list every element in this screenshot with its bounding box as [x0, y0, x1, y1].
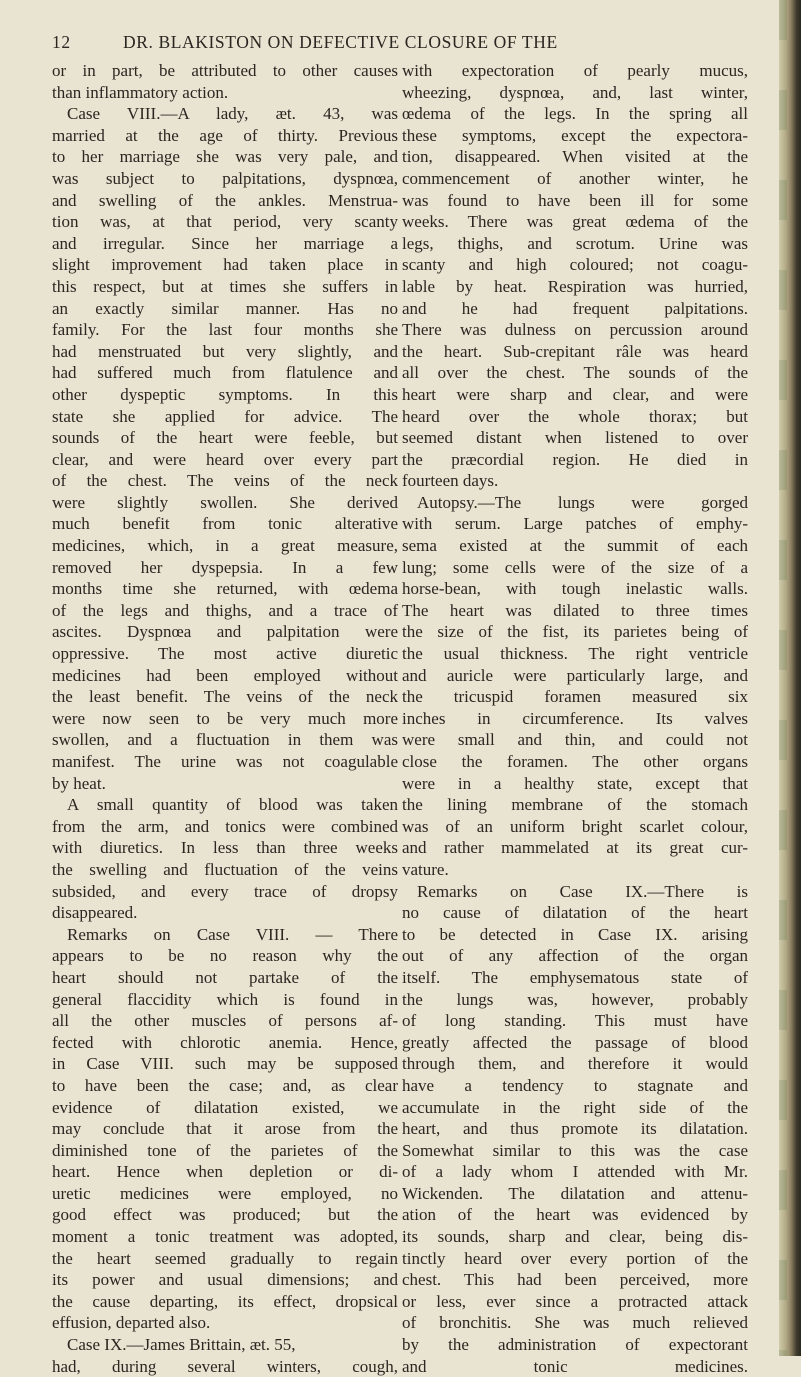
text-line: wheezing, dyspnœa, and, last winter, [402, 82, 748, 102]
text-line: to have been the case; and, as clear [52, 1075, 398, 1095]
text-line: or less, ever since a protracted attack [402, 1291, 748, 1311]
text-line: diminished tone of the parietes of the [52, 1140, 398, 1160]
text-line: A small quantity of blood was taken [67, 795, 398, 815]
text-line: the lungs was, however, probably [402, 989, 748, 1009]
text-line: all over the chest. The sounds of the [402, 363, 748, 383]
text-line: appears to be no reason why the [52, 946, 398, 966]
text-line: state she applied for advice. The [52, 406, 398, 426]
text-line: these symptoms, except the expectora- [402, 125, 748, 145]
text-line: clear, and were heard over every part [52, 449, 398, 469]
text-line: the size of the fist, its parietes being of [402, 622, 748, 642]
text-line: seemed distant when listened to over [402, 428, 748, 448]
text-line: horse-bean, with tough inelastic walls. [402, 579, 748, 599]
text-line: heart, and thus promote its dilatation. [402, 1119, 748, 1139]
text-line: uretic medicines were employed, no [52, 1183, 398, 1203]
text-line: commencement of another winter, he [402, 168, 748, 188]
text-line: of a lady whom I attended with Mr. [402, 1162, 748, 1182]
text-line: through them, and therefore it would [402, 1054, 748, 1074]
text-line: was of an uniform bright scarlet colour, [402, 816, 748, 836]
text-line: heart should not partake of the [52, 967, 398, 987]
text-line: all the other muscles of persons af- [52, 1011, 398, 1031]
text-line: were in a healthy state, except that [402, 773, 748, 793]
text-line: Remarks on Case IX.—There is [417, 881, 748, 901]
text-line: and swelling of the ankles. Menstrua- [52, 190, 398, 210]
text-line: legs, thighs, and scrotum. Urine was [402, 233, 748, 253]
text-line: good effect was produced; but the [52, 1205, 398, 1225]
text-line: out of any affection of the organ [402, 946, 748, 966]
text-line: sema existed at the summit of each [402, 536, 748, 556]
text-line: tion, disappeared. When visited at the [402, 147, 748, 167]
text-line: the cause departing, its effect, dropsical [52, 1291, 398, 1311]
text-line: Autopsy.—The lungs were gorged [417, 492, 748, 512]
text-line: by heat. [52, 773, 106, 793]
text-line: tion was, at that period, very scanty [52, 212, 398, 232]
text-line: heard over the whole thorax; but [402, 406, 748, 426]
text-line: inches in circumference. Its valves [402, 708, 748, 728]
text-line: lable by heat. Respiration was hurried, [402, 276, 748, 296]
text-line: heart were sharp and clear, and were [402, 384, 748, 404]
text-line: with diuretics. In less than three weeks [52, 838, 398, 858]
text-line: with expectoration of pearly mucus, [402, 61, 748, 80]
text-line: the heart. Sub-crepitant râle was heard [402, 341, 748, 361]
text-line: married at the age of thirty. Previous [52, 125, 398, 145]
text-line: œdema of the legs. In the spring all [402, 104, 748, 124]
text-line: have a tendency to stagnate and [402, 1075, 748, 1095]
page-number: 12 [52, 32, 71, 52]
text-line: the heart seemed gradually to regain [52, 1248, 398, 1268]
page-edge-shadow [779, 0, 801, 1356]
text-line: fourteen days. [402, 471, 499, 491]
text-line: was found to have been ill for some [402, 190, 748, 210]
text-line: The heart was dilated to three times [402, 600, 748, 620]
text-line: its power and usual dimensions; and [52, 1270, 398, 1290]
text-line: Wickenden. The dilatation and attenu- [402, 1183, 748, 1203]
text-line: medicines had been employed without [52, 665, 398, 685]
running-header [52, 32, 752, 54]
text-line: Case VIII.—A lady, æt. 43, was [67, 104, 398, 124]
text-line: with serum. Large patches of emphy- [402, 514, 748, 534]
text-line: scanty and high coloured; not coagu- [402, 255, 748, 275]
text-line: and tonic medicines. [402, 1356, 748, 1376]
text-line: removed her dyspepsia. In a few [52, 557, 398, 577]
text-line: the usual thickness. The right ventricle [402, 644, 748, 664]
text-line: may conclude that it arose from the [52, 1119, 398, 1139]
text-line: much benefit from tonic alterative [52, 514, 398, 534]
text-line: were small and thin, and could not [402, 730, 748, 750]
text-line: of long standing. This must have [402, 1011, 748, 1031]
text-line: than inflammatory action. [52, 82, 229, 102]
text-line: was subject to palpitations, dyspnœa, [52, 168, 398, 188]
text-line: other dyspeptic symptoms. In this [52, 384, 398, 404]
text-line: disappeared. [52, 903, 138, 923]
text-line: of the chest. The veins of the neck [52, 471, 398, 491]
text-line: from the arm, and tonics were combined [52, 816, 398, 836]
text-line: in Case VIII. such may be supposed [52, 1054, 398, 1074]
text-line: and irregular. Since her marriage a [52, 233, 398, 253]
text-line: were slightly swollen. She derived [52, 492, 398, 512]
text-line: ascites. Dyspnœa and palpitation were [52, 622, 398, 642]
text-line: no cause of dilatation of the heart [402, 903, 748, 923]
text-line: evidence of dilatation existed, we [52, 1097, 398, 1117]
text-line: the tricuspid foramen measured six [402, 687, 748, 707]
text-line: itself. The emphysematous state of [402, 967, 748, 987]
text-line: were now seen to be very much more [52, 708, 398, 728]
text-line: accumulate in the right side of the [402, 1097, 748, 1117]
text-line: an exactly similar manner. Has no [52, 298, 398, 318]
text-line: the swelling and fluctuation of the veins [52, 859, 398, 879]
text-line: Somewhat similar to this was the case [402, 1140, 748, 1160]
text-line: and he had frequent palpitations. [402, 298, 748, 318]
running-title: DR. BLAKISTON ON DEFECTIVE CLOSURE OF THE [123, 32, 558, 52]
text-line: of the legs and thighs, and a trace of [52, 600, 398, 620]
text-line: ation of the heart was evidenced by [402, 1205, 748, 1225]
text-line: subsided, and every trace of dropsy [52, 881, 398, 901]
text-line: and auricle were particularly large, and [402, 665, 748, 685]
text-line: had suffered much from flatulence and [52, 363, 398, 383]
text-line: and rather mammelated at its great cur- [402, 838, 748, 858]
right-text-column [402, 60, 748, 1377]
text-line: its sounds, sharp and clear, being dis- [402, 1227, 748, 1247]
text-line: chest. This had been perceived, more [402, 1270, 748, 1290]
text-line: Remarks on Case VIII. — There [67, 924, 398, 944]
text-line: swollen, and a fluctuation in them was [52, 730, 398, 750]
text-line: manifest. The urine was not coagulable [52, 752, 398, 771]
text-line: There was dulness on percussion around [402, 320, 748, 340]
text-line: moment a tonic treatment was adopted, [52, 1227, 398, 1247]
text-line: effusion, departed also. [52, 1313, 211, 1333]
text-line: fected with chlorotic anemia. Hence, [52, 1032, 398, 1052]
text-line: by the administration of expectorant [402, 1335, 748, 1355]
text-line: medicines, which, in a great measure, [52, 536, 398, 556]
text-line: greatly affected the passage of blood [402, 1032, 748, 1052]
text-line: general flaccidity which is found in [52, 989, 398, 1009]
text-line: to be detected in Case IX. arising [402, 924, 748, 944]
text-line: had menstruated but very slightly, and [52, 341, 398, 361]
text-line: vature. [402, 859, 449, 879]
text-line: oppressive. The most active diuretic [52, 644, 398, 664]
text-line: or in part, be attributed to other causes [52, 61, 398, 80]
text-line: this respect, but at times she suffers in [52, 276, 398, 296]
text-line: slight improvement had taken place in [52, 255, 398, 275]
text-line: the lining membrane of the stomach [402, 795, 748, 815]
text-line: close the foramen. The other organs [402, 752, 748, 771]
text-line: weeks. There was great œdema of the [402, 212, 748, 232]
text-line: had, during several winters, cough, [52, 1356, 398, 1376]
text-line: to her marriage she was very pale, and [52, 147, 398, 167]
text-line: of bronchitis. She was much relieved [402, 1313, 748, 1333]
text-line: lung; some cells were of the size of a [402, 557, 748, 577]
text-line: sounds of the heart were feeble, but [52, 428, 398, 448]
left-text-column [52, 60, 398, 1377]
text-line: months time she returned, with œdema [52, 579, 398, 599]
text-line: the præcordial region. He died in [402, 449, 748, 469]
text-line: the least benefit. The veins of the neck [52, 687, 398, 707]
text-line: family. For the last four months she [52, 320, 398, 340]
text-line: heart. Hence when depletion or di- [52, 1162, 398, 1182]
text-line: tinctly heard over every portion of the [402, 1248, 748, 1268]
text-line: Case IX.—James Brittain, æt. 55, [67, 1335, 296, 1355]
